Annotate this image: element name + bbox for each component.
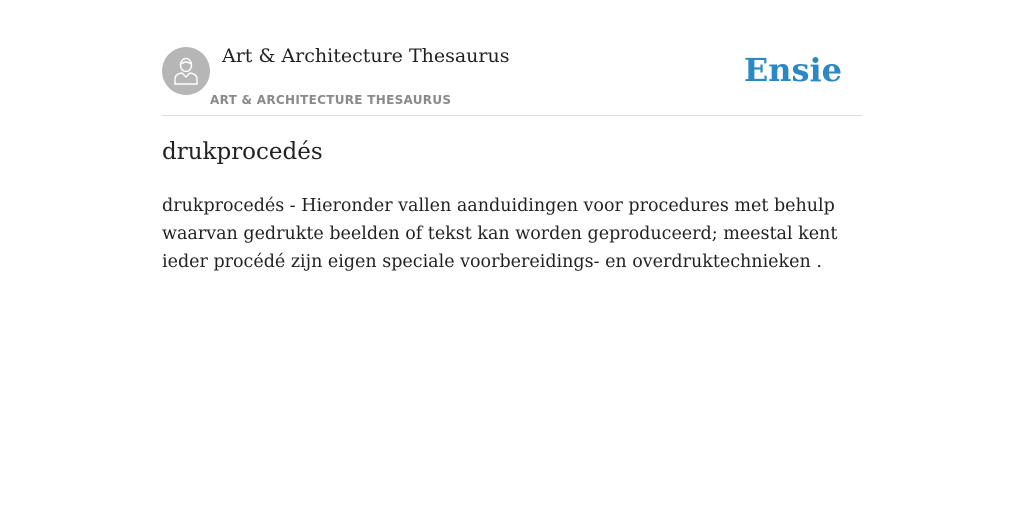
author-header xyxy=(162,45,862,116)
author-name[interactable]: Art & Architecture Thesaurus xyxy=(222,45,510,67)
user-icon xyxy=(172,56,200,86)
author-subtitle: ART & ARCHITECTURE THESAURUS xyxy=(210,93,452,107)
entry-term: drukprocedés xyxy=(162,139,323,165)
brand-logo[interactable]: Ensie xyxy=(743,51,842,89)
author-avatar[interactable] xyxy=(162,47,210,95)
entry-definition: drukprocedés - Hieronder vallen aanduidingen voor procedures met behulp waarvan gedrukte beelden of tekst kan worden geproduceerd; meestal kent ieder procédé zijn eigen speciale voorbereidings- en overdruktechnieken . xyxy=(162,196,838,272)
